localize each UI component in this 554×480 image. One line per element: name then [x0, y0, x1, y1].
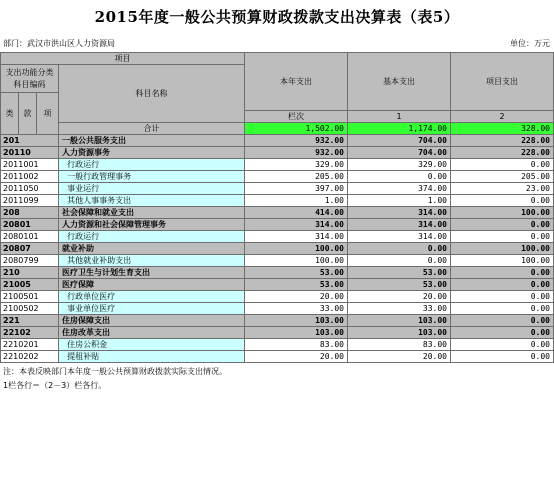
row-col3: 100.00: [451, 243, 554, 255]
table-row: [1, 183, 554, 195]
row-col1: 397.00: [245, 183, 348, 195]
total-col2: 1,174.00: [348, 123, 451, 135]
row-col3: 0.00: [451, 351, 554, 363]
header-subject-name: 科目名称: [59, 65, 245, 123]
row-code: 20807: [1, 243, 59, 255]
row-code: 2011002: [1, 171, 59, 183]
header-col2: 基本支出: [348, 53, 451, 111]
row-col3: 0.00: [451, 279, 554, 291]
row-col2: 314.00: [348, 207, 451, 219]
header-xiang: 项: [37, 93, 59, 135]
row-subject-name: 其他就业补助支出: [59, 255, 245, 267]
row-col3: 0.00: [451, 291, 554, 303]
row-code: 20110: [1, 147, 59, 159]
row-subject-name: 行政运行: [59, 159, 245, 171]
row-code: 2011001: [1, 159, 59, 171]
row-col2: 103.00: [348, 327, 451, 339]
table-row: [1, 243, 554, 255]
row-col2: 704.00: [348, 135, 451, 147]
row-col2: 314.00: [348, 231, 451, 243]
table-row: [1, 195, 554, 207]
row-col1: 932.00: [245, 147, 348, 159]
row-subject-name: 就业补助: [59, 243, 245, 255]
row-col2: 20.00: [348, 351, 451, 363]
row-col2: 0.00: [348, 171, 451, 183]
row-col3: 205.00: [451, 171, 554, 183]
row-col2: 374.00: [348, 183, 451, 195]
row-code: 210: [1, 267, 59, 279]
row-col2: 53.00: [348, 267, 451, 279]
total-row: [1, 123, 554, 135]
header-col3: 项目支出: [451, 53, 554, 111]
row-col2: 83.00: [348, 339, 451, 351]
row-subject-name: 医疗卫生与计划生育支出: [59, 267, 245, 279]
row-code: 2210202: [1, 351, 59, 363]
row-col2: 103.00: [348, 315, 451, 327]
table-row: [1, 255, 554, 267]
department-label: 部门：武汉市洪山区人力资源局: [3, 39, 115, 48]
table-row: [1, 339, 554, 351]
row-subject-name: 事业运行: [59, 183, 245, 195]
header-row-1: [1, 53, 554, 65]
row-code: 2011099: [1, 195, 59, 207]
table-row: [1, 303, 554, 315]
table-row: [1, 147, 554, 159]
row-col1: 100.00: [245, 255, 348, 267]
row-subject-name: 事业单位医疗: [59, 303, 245, 315]
total-col1: 1,502.00: [245, 123, 348, 135]
row-code: 221: [1, 315, 59, 327]
table-row: [1, 291, 554, 303]
row-col1: 83.00: [245, 339, 348, 351]
table-row: [1, 207, 554, 219]
row-col3: 0.00: [451, 267, 554, 279]
row-col1: 314.00: [245, 219, 348, 231]
header-project: 项目: [1, 53, 245, 65]
row-subject-name: 人力资源和社会保障管理事务: [59, 219, 245, 231]
row-code: 2100502: [1, 303, 59, 315]
expenditure-table: [0, 52, 554, 363]
row-code: 21005: [1, 279, 59, 291]
row-col2: 33.00: [348, 303, 451, 315]
row-col1: 414.00: [245, 207, 348, 219]
footnote-1: 注：本表反映部门本年度一般公共预算财政拨款实际支出情况。: [3, 367, 227, 376]
table-row: [1, 135, 554, 147]
row-col1: 103.00: [245, 327, 348, 339]
table-row: [1, 279, 554, 291]
row-code: 2210201: [1, 339, 59, 351]
row-col3: 0.00: [451, 195, 554, 207]
row-col2: 1.00: [348, 195, 451, 207]
row-col1: 1.00: [245, 195, 348, 207]
row-code: 22102: [1, 327, 59, 339]
row-col1: 100.00: [245, 243, 348, 255]
row-col3: 0.00: [451, 339, 554, 351]
index-1: 1: [348, 111, 451, 123]
row-subject-name: 医疗保障: [59, 279, 245, 291]
row-subject-name: 住房公积金: [59, 339, 245, 351]
row-subject-name: 人力资源事务: [59, 147, 245, 159]
row-index-label: 栏次: [245, 111, 348, 123]
row-code: 2011050: [1, 183, 59, 195]
table-row: [1, 219, 554, 231]
row-code: 2100501: [1, 291, 59, 303]
row-col2: 314.00: [348, 219, 451, 231]
row-col3: 23.00: [451, 183, 554, 195]
header-func-code: 支出功能分类科目编码: [1, 65, 59, 93]
row-col2: 20.00: [348, 291, 451, 303]
footnote-2: 1栏各行＝（2－3）栏各行。: [3, 381, 107, 390]
row-col3: 228.00: [451, 147, 554, 159]
row-col1: 33.00: [245, 303, 348, 315]
row-code: 201: [1, 135, 59, 147]
row-code: 20801: [1, 219, 59, 231]
row-subject-name: 社会保障和就业支出: [59, 207, 245, 219]
row-subject-name: 一般公共服务支出: [59, 135, 245, 147]
row-col1: 53.00: [245, 267, 348, 279]
row-subject-name: 住房改革支出: [59, 327, 245, 339]
row-code: 2080101: [1, 231, 59, 243]
row-col3: 0.00: [451, 219, 554, 231]
row-col1: 53.00: [245, 279, 348, 291]
row-col1: 314.00: [245, 231, 348, 243]
row-subject-name: 一般行政管理事务: [59, 171, 245, 183]
row-col3: 0.00: [451, 327, 554, 339]
row-col2: 0.00: [348, 255, 451, 267]
table-row: [1, 231, 554, 243]
header-lei: 类: [1, 93, 19, 135]
row-subject-name: 行政运行: [59, 231, 245, 243]
row-col3: 100.00: [451, 207, 554, 219]
row-subject-name: 行政单位医疗: [59, 291, 245, 303]
table-row: [1, 159, 554, 171]
row-col3: 228.00: [451, 135, 554, 147]
table-row: [1, 327, 554, 339]
index-2: 2: [451, 111, 554, 123]
table-row: [1, 171, 554, 183]
header-col1: 本年支出: [245, 53, 348, 111]
row-col1: 20.00: [245, 351, 348, 363]
total-col3: 328.00: [451, 123, 554, 135]
row-col1: 329.00: [245, 159, 348, 171]
row-col3: 0.00: [451, 231, 554, 243]
row-col2: 0.00: [348, 243, 451, 255]
row-col1: 932.00: [245, 135, 348, 147]
row-subject-name: 其他人事事务支出: [59, 195, 245, 207]
row-col3: 0.00: [451, 159, 554, 171]
row-col3: 0.00: [451, 315, 554, 327]
page-title: 2015年度一般公共预算财政拨款支出决算表（表5）: [94, 8, 460, 26]
row-code: 208: [1, 207, 59, 219]
row-col1: 20.00: [245, 291, 348, 303]
row-subject-name: 提租补贴: [59, 351, 245, 363]
table-row: [1, 351, 554, 363]
table-row: [1, 267, 554, 279]
row-subject-name: 住房保障支出: [59, 315, 245, 327]
row-col2: 53.00: [348, 279, 451, 291]
table-row: [1, 315, 554, 327]
row-col1: 103.00: [245, 315, 348, 327]
row-col3: 100.00: [451, 255, 554, 267]
row-col2: 704.00: [348, 147, 451, 159]
row-col3: 0.00: [451, 303, 554, 315]
row-col2: 329.00: [348, 159, 451, 171]
header-kuan: 款: [19, 93, 37, 135]
row-code: 2080799: [1, 255, 59, 267]
total-label: 合计: [59, 123, 245, 135]
row-col1: 205.00: [245, 171, 348, 183]
unit-label: 单位：万元: [510, 39, 550, 48]
